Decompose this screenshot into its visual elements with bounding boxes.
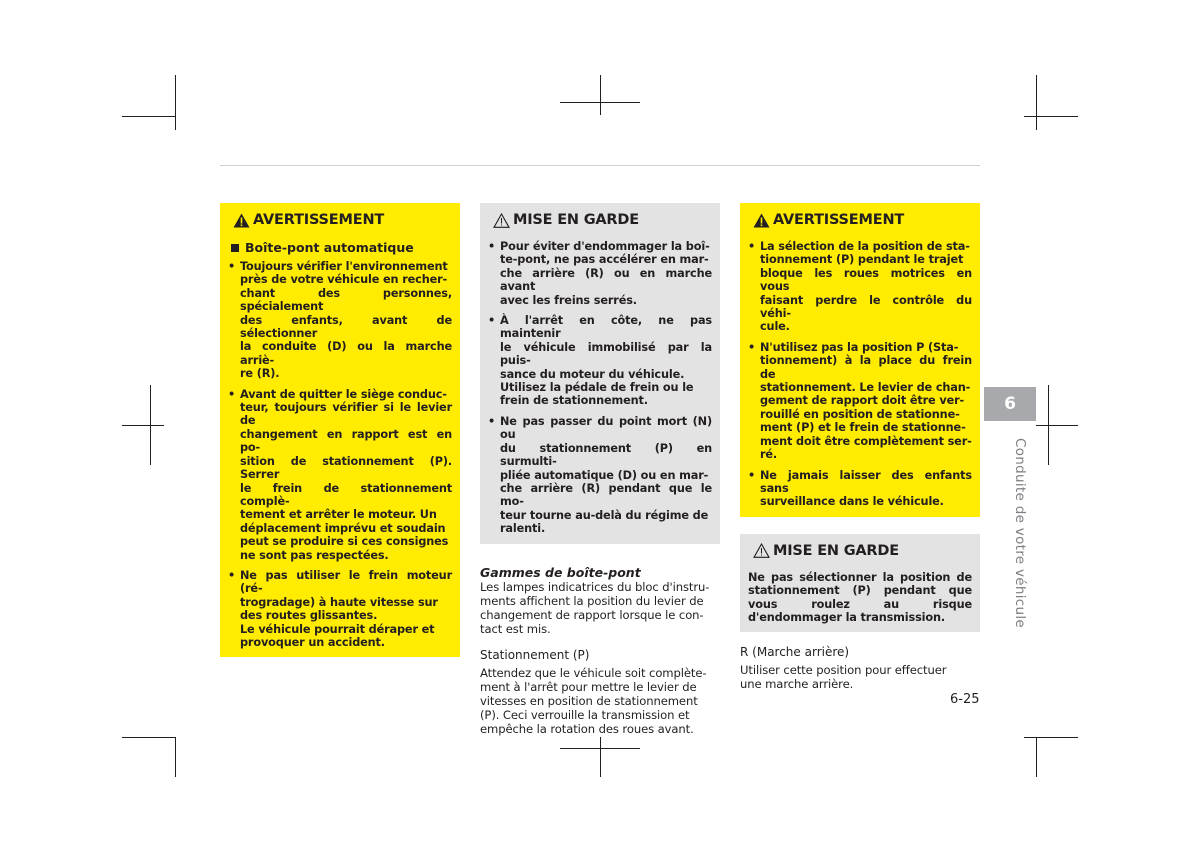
chapter-title: Conduite de votre véhicule <box>1012 438 1028 629</box>
list-item: • À l'arrêt en côte, ne pas maintenir le véhicule immobilisé par la puis- sance du moteur du véhicule. Utilisez la pédale de frein ou le frein de stationnement. <box>488 314 712 408</box>
caution-title-2 <box>753 543 972 559</box>
caution-triangle-icon <box>493 213 510 228</box>
park-text: Attendez que le véhicule soit complète- ment à l'arrêt pour mettre le levier de vitesses en position de stationnement (P). Ceci verrouille la transmission et empêche la rotation des roues avant. <box>480 665 707 736</box>
caution-text: Ne pas sélectionner la position de stationnement (P) pendant que vous roulez au risque d'endommager la transmission. <box>748 570 972 624</box>
reverse-text: Utiliser cette position pour effectuer une marche arrière. <box>740 663 947 692</box>
section-title: Gammes de boîte-pont <box>480 564 641 580</box>
list-item: • Toujours vérifier l'environnement près de votre véhicule en recher- chant des personnes, spécialement des enfants, avant de sélectionner la conduite (D) ou la marche arriè- re (R). <box>228 260 452 381</box>
warning-triangle-icon <box>753 213 770 228</box>
warning-box-2 <box>740 203 980 517</box>
caution-title-text: MISE EN GARDE <box>513 212 639 228</box>
warning-title-text: AVERTISSEMENT <box>773 212 905 228</box>
page-number: 6-25 <box>950 692 980 707</box>
caution-triangle-icon <box>753 543 770 558</box>
section-text: Les lampes indicatrices du bloc d'instru- ments affichent la position du levier de changement de rapport lorsque le con- tact est mis. <box>480 579 710 636</box>
caution-title <box>493 212 712 228</box>
warning-subheading <box>231 240 452 255</box>
park-label: Stationnement (P) <box>480 647 590 662</box>
list-item: • Ne pas utiliser le frein moteur (ré- trogradage) à haute vitesse sur des routes glissantes. Le véhicule pourrait déraper et provoquer un accident. <box>228 569 452 649</box>
caution-list <box>488 240 712 536</box>
warning-triangle-icon <box>233 213 250 228</box>
list-item: • Pour éviter d'endommager la boî- te-pont, ne pas accélérer en mar- che arrière (R) ou en marche avant avec les freins serrés. <box>488 240 712 307</box>
list-item: • Ne pas passer du point mort (N) ou du stationnement (P) en surmulti- pliée automatique (D) ou en mar- che arrière (R) pendant que le mo- teur tourne au-delà du régime de ralenti. <box>488 415 712 536</box>
warning-list-2 <box>748 240 972 509</box>
caution-box-2 <box>740 534 980 633</box>
warning-title <box>233 212 452 228</box>
list-item: • La sélection de la position de sta- tionnement (P) pendant le trajet bloque les roues motrices en vous faisant perdre le contrôle du véhi- cule. <box>748 240 972 334</box>
caution-title-text: MISE EN GARDE <box>773 542 899 559</box>
list-item: • Ne jamais laisser des enfants sans surveillance dans le véhicule. <box>748 469 972 509</box>
reverse-label: R (Marche arrière) <box>740 645 850 660</box>
header-rule <box>220 165 980 166</box>
list-item: • Avant de quitter le siège conduc- teur, toujours vérifier si le levier de changement en rapport est en po- sition de stationnement (P). Serrer le frein de stationnement complè- tement et arrêter le moteur. Un déplacement imprévu et soudain peut se produire si ces consignes ne sont pas respectées. <box>228 388 452 562</box>
column-right <box>740 203 980 691</box>
warning-title-text: AVERTISSEMENT <box>253 212 385 228</box>
warning-title-2 <box>753 212 972 228</box>
square-bullet-icon <box>231 244 239 252</box>
warning-box <box>220 203 460 657</box>
caution-box <box>480 203 720 544</box>
list-item: • N'utilisez pas la position P (Sta- tionnement) à la place du frein de stationnement. Le levier de chan- gement de rapport doit être ver- rouillé en position de stationne- ment (P) et le frein de stationne- ment doit être complètement ser- ré. <box>748 341 972 462</box>
warning-subheading-text: Boîte-pont automatique <box>245 240 414 255</box>
column-middle <box>480 203 720 736</box>
chapter-tab: 6 <box>984 387 1036 421</box>
column-left <box>220 203 460 657</box>
warning-list <box>228 260 452 649</box>
